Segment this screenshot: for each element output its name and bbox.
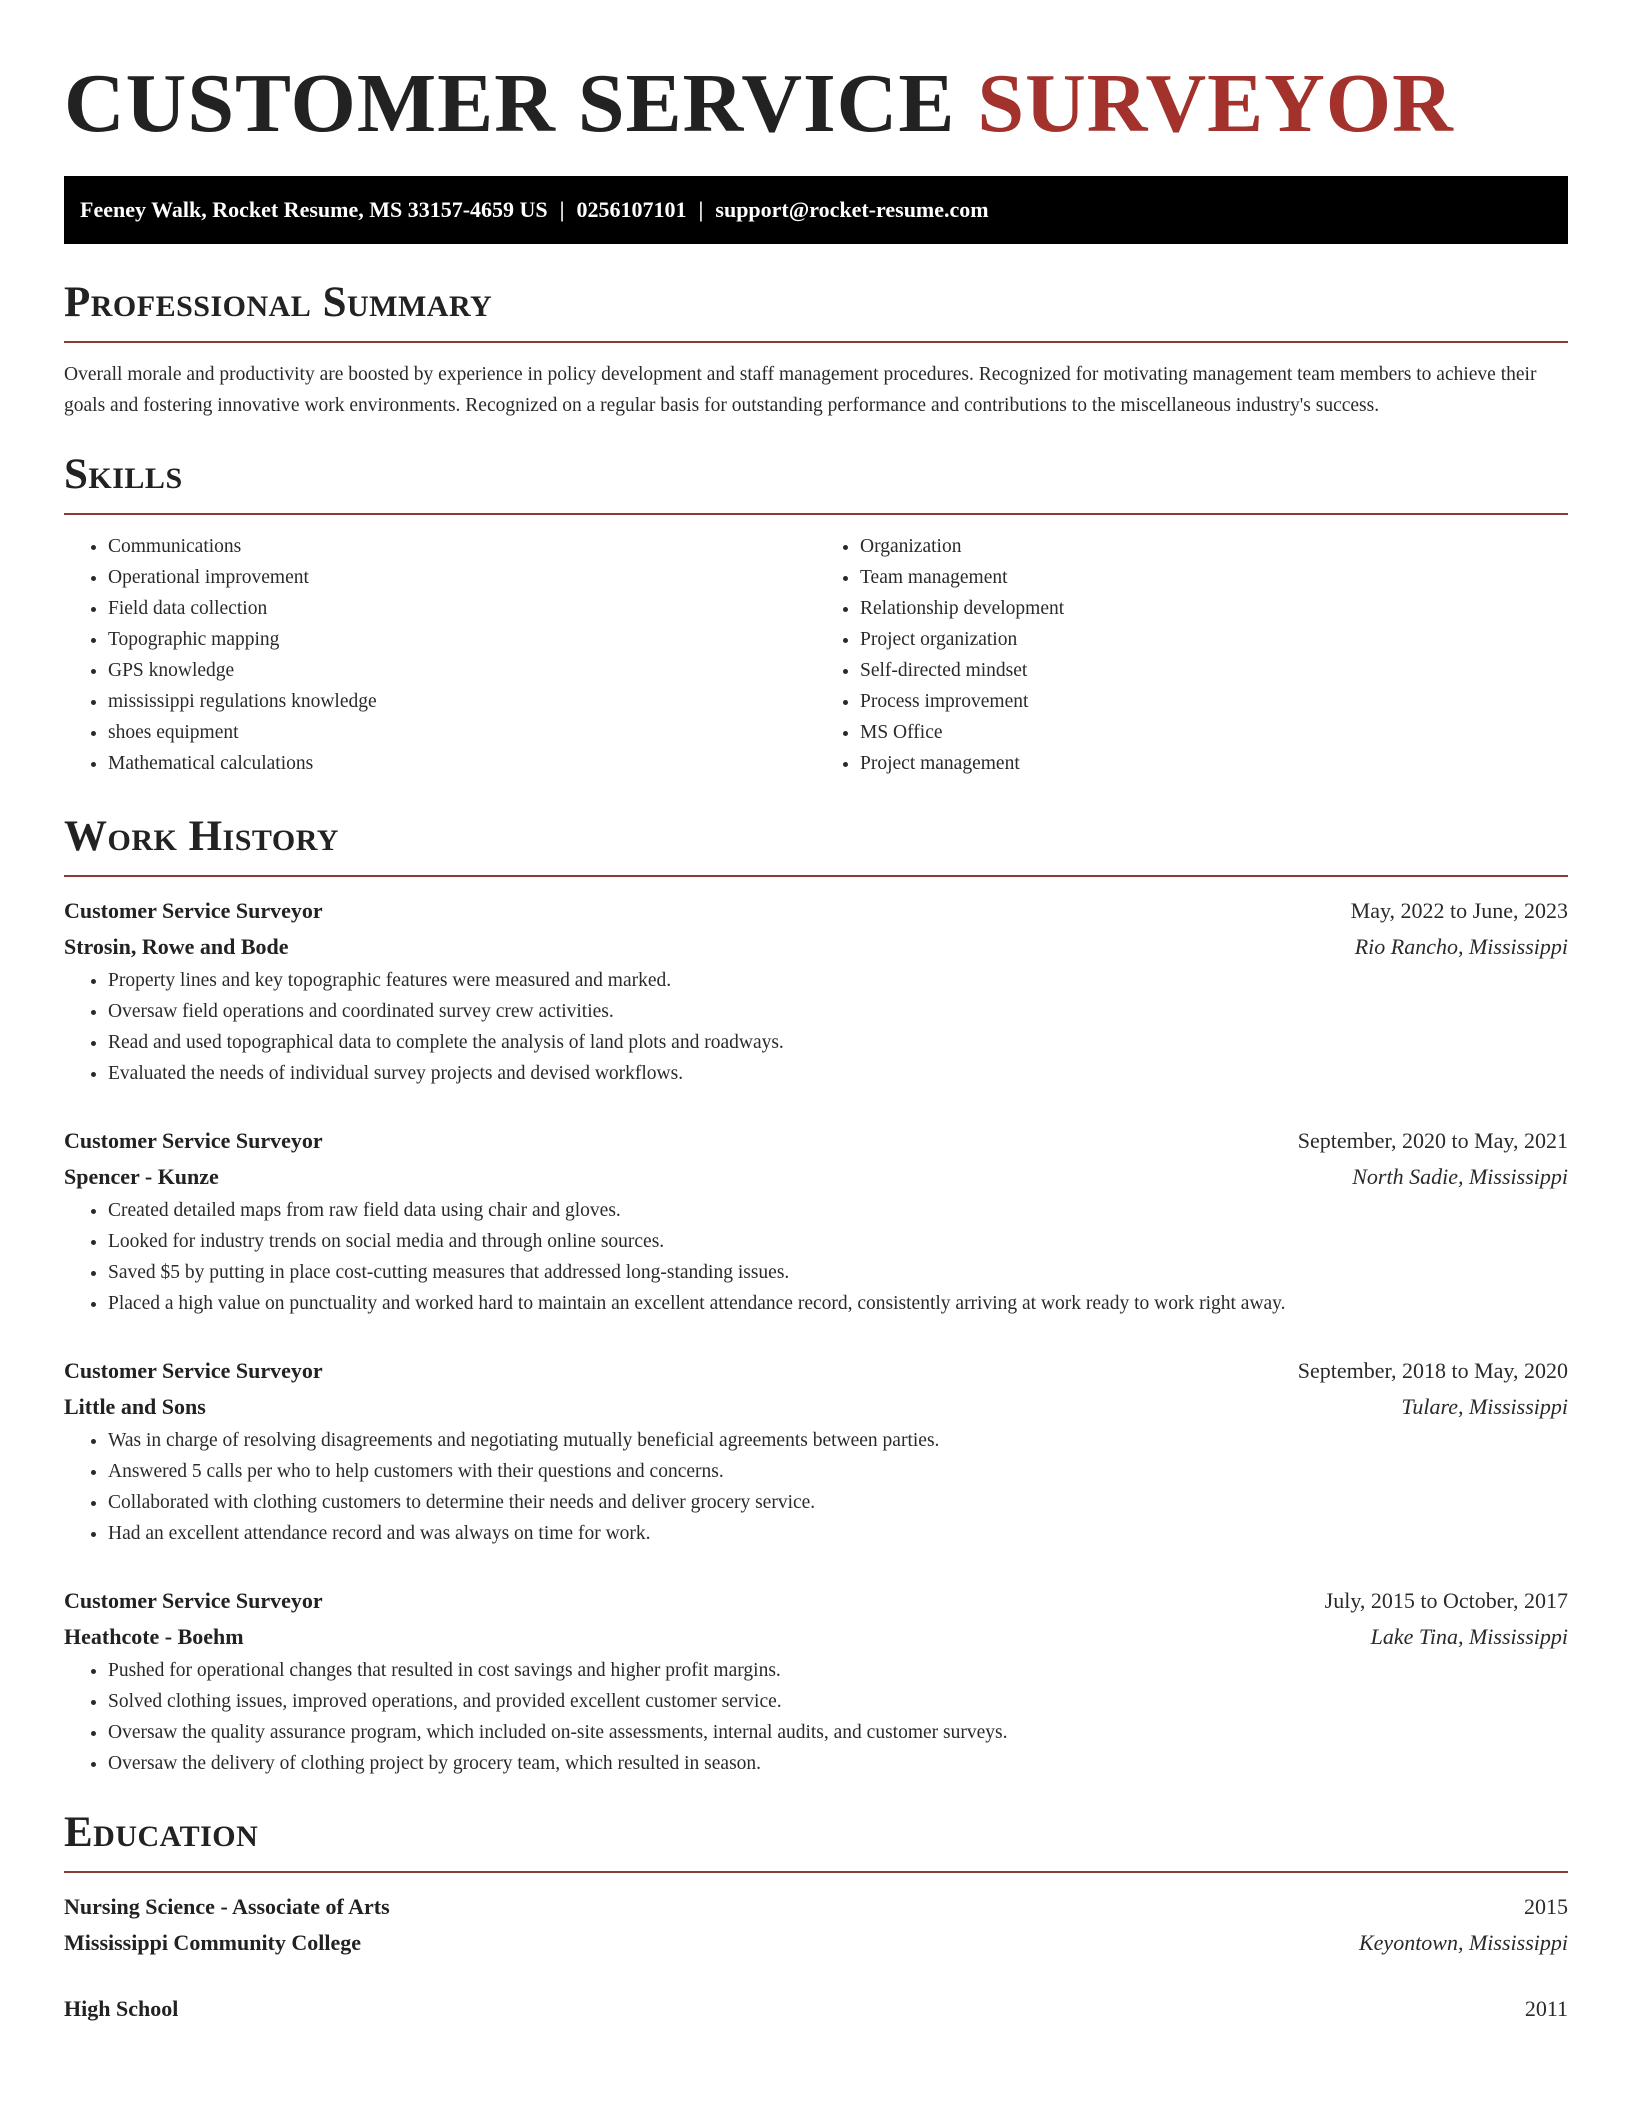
title-main: CUSTOMER SERVICE <box>64 57 956 150</box>
job-bullets <box>64 1195 1568 1319</box>
skill-item: • Organization <box>860 531 1568 562</box>
skill-item: • Team management <box>860 562 1568 593</box>
job-title-row <box>64 1353 1568 1389</box>
skills-columns <box>64 531 1568 779</box>
job-bullet: • Pushed for operational changes that resulted in cost savings and higher profit margins. <box>108 1655 1568 1686</box>
job-bullet: • Placed a high value on punctuality and worked hard to maintain an excellent attendance record, consistently arriving at work ready to work right away. <box>108 1288 1568 1319</box>
job-title-row <box>64 1123 1568 1159</box>
contact-separator: | <box>559 197 565 222</box>
job-bullet: • Evaluated the needs of individual survey projects and devised workflows. <box>108 1058 1568 1089</box>
contact-address: Feeney Walk, Rocket Resume, MS 33157-4659 US <box>80 197 548 222</box>
job-dates: May, 2022 to June, 2023 <box>1350 898 1568 923</box>
job-entry <box>64 893 1568 1089</box>
job-company: Spencer - Kunze <box>64 1164 219 1189</box>
skill-item: • Relationship development <box>860 593 1568 624</box>
job-dates: September, 2020 to May, 2021 <box>1297 1128 1568 1153</box>
job-dates: September, 2018 to May, 2020 <box>1297 1358 1568 1383</box>
skills-list-right <box>816 531 1568 779</box>
job-bullet: • Saved $5 by putting in place cost-cutting measures that addressed long-standing issues. <box>108 1257 1568 1288</box>
education-school-row <box>64 1925 1568 1961</box>
job-bullet: • Collaborated with clothing customers to determine their needs and deliver grocery service. <box>108 1487 1568 1518</box>
skill-item: • GPS knowledge <box>108 655 816 686</box>
job-bullet: • Looked for industry trends on social media and through online sources. <box>108 1226 1568 1257</box>
job-bullet: • Created detailed maps from raw field data using chair and gloves. <box>108 1195 1568 1226</box>
job-company-row <box>64 1619 1568 1655</box>
education-heading: Education <box>64 1809 259 1856</box>
job-entry <box>64 1583 1568 1779</box>
job-title: Customer Service Surveyor <box>64 1358 323 1383</box>
job-company-row <box>64 1389 1568 1425</box>
job-bullet: • Had an excellent attendance record and was always on time for work. <box>108 1518 1568 1549</box>
skill-item: • Process improvement <box>860 686 1568 717</box>
education-degree: High School <box>64 1996 179 2021</box>
job-company-row <box>64 1159 1568 1195</box>
skill-item: • Project organization <box>860 624 1568 655</box>
education-location: Keyontown, Mississippi <box>1358 1930 1568 1955</box>
job-bullets <box>64 1425 1568 1549</box>
job-bullet: • Answered 5 calls per who to help customers with their questions and concerns. <box>108 1456 1568 1487</box>
education-section <box>64 1807 1568 2027</box>
job-entry <box>64 1353 1568 1549</box>
skill-item: • Communications <box>108 531 816 562</box>
job-title-row <box>64 1583 1568 1619</box>
job-dates: July, 2015 to October, 2017 <box>1324 1588 1568 1613</box>
job-location: Tulare, Mississippi <box>1401 1394 1568 1419</box>
education-entry <box>64 1991 1568 2027</box>
education-degree-row <box>64 1991 1568 2027</box>
skill-item: • mississippi regulations knowledge <box>108 686 816 717</box>
skill-item: • Project management <box>860 748 1568 779</box>
job-entry <box>64 1123 1568 1319</box>
job-bullet: • Property lines and key topographic features were measured and marked. <box>108 965 1568 996</box>
job-location: North Sadie, Mississippi <box>1352 1164 1568 1189</box>
skill-item: • MS Office <box>860 717 1568 748</box>
skills-heading: Skills <box>64 451 183 498</box>
job-company: Heathcote - Boehm <box>64 1624 244 1649</box>
skills-section <box>64 449 1568 779</box>
job-location: Rio Rancho, Mississippi <box>1354 934 1568 959</box>
title-accent: SURVEYOR <box>977 57 1454 150</box>
job-location: Lake Tina, Mississippi <box>1370 1624 1568 1649</box>
section-divider <box>64 513 1568 515</box>
job-company-row <box>64 929 1568 965</box>
job-bullets <box>64 1655 1568 1779</box>
skill-item: • shoes equipment <box>108 717 816 748</box>
section-divider <box>64 341 1568 343</box>
contact-phone[interactable]: 0256107101 <box>576 197 687 222</box>
education-year: 2011 <box>1524 1996 1568 2021</box>
job-title: Customer Service Surveyor <box>64 898 323 923</box>
job-bullet: • Was in charge of resolving disagreements and negotiating mutually beneficial agreements between parties. <box>108 1425 1568 1456</box>
contact-bar <box>64 176 1568 244</box>
job-bullets <box>64 965 1568 1089</box>
education-school: Mississippi Community College <box>64 1930 362 1955</box>
job-company: Strosin, Rowe and Bode <box>64 934 289 959</box>
education-entry <box>64 1889 1568 1961</box>
skill-item: • Self-directed mindset <box>860 655 1568 686</box>
section-divider <box>64 1871 1568 1873</box>
education-degree-row <box>64 1889 1568 1925</box>
skill-item: • Mathematical calculations <box>108 748 816 779</box>
summary-section <box>64 277 1568 421</box>
resume-title <box>64 0 1568 154</box>
skill-item: • Topographic mapping <box>108 624 816 655</box>
contact-separator: | <box>698 197 704 222</box>
work-history-section <box>64 811 1568 1779</box>
job-bullet: • Oversaw field operations and coordinated survey crew activities. <box>108 996 1568 1027</box>
skills-list-left <box>64 531 816 779</box>
job-bullet: • Oversaw the delivery of clothing project by grocery team, which resulted in season. <box>108 1748 1568 1779</box>
job-bullet: • Solved clothing issues, improved operations, and provided excellent customer service. <box>108 1686 1568 1717</box>
job-title: Customer Service Surveyor <box>64 1128 323 1153</box>
education-degree: Nursing Science - Associate of Arts <box>64 1894 390 1919</box>
job-company: Little and Sons <box>64 1394 206 1419</box>
job-title-row <box>64 893 1568 929</box>
job-title: Customer Service Surveyor <box>64 1588 323 1613</box>
section-divider <box>64 875 1568 877</box>
skill-item: • Operational improvement <box>108 562 816 593</box>
skill-item: • Field data collection <box>108 593 816 624</box>
job-bullet: • Read and used topographical data to complete the analysis of land plots and roadways. <box>108 1027 1568 1058</box>
work-history-heading: Work History <box>64 813 339 860</box>
summary-heading: Professional Summary <box>64 279 493 326</box>
summary-text: Overall morale and productivity are boosted by experience in policy development and staff management procedures. Recognized for motivating management team members to achieve their goals and fostering innovative work environments. Recognized on a regular basis for outstanding performance and contributions to the miscellaneous industry's success. <box>64 364 1537 416</box>
contact-email[interactable]: support@rocket-resume.com <box>715 197 989 222</box>
education-year: 2015 <box>1524 1894 1568 1919</box>
job-bullet: • Oversaw the quality assurance program, which included on-site assessments, internal audits, and customer surveys. <box>108 1717 1568 1748</box>
